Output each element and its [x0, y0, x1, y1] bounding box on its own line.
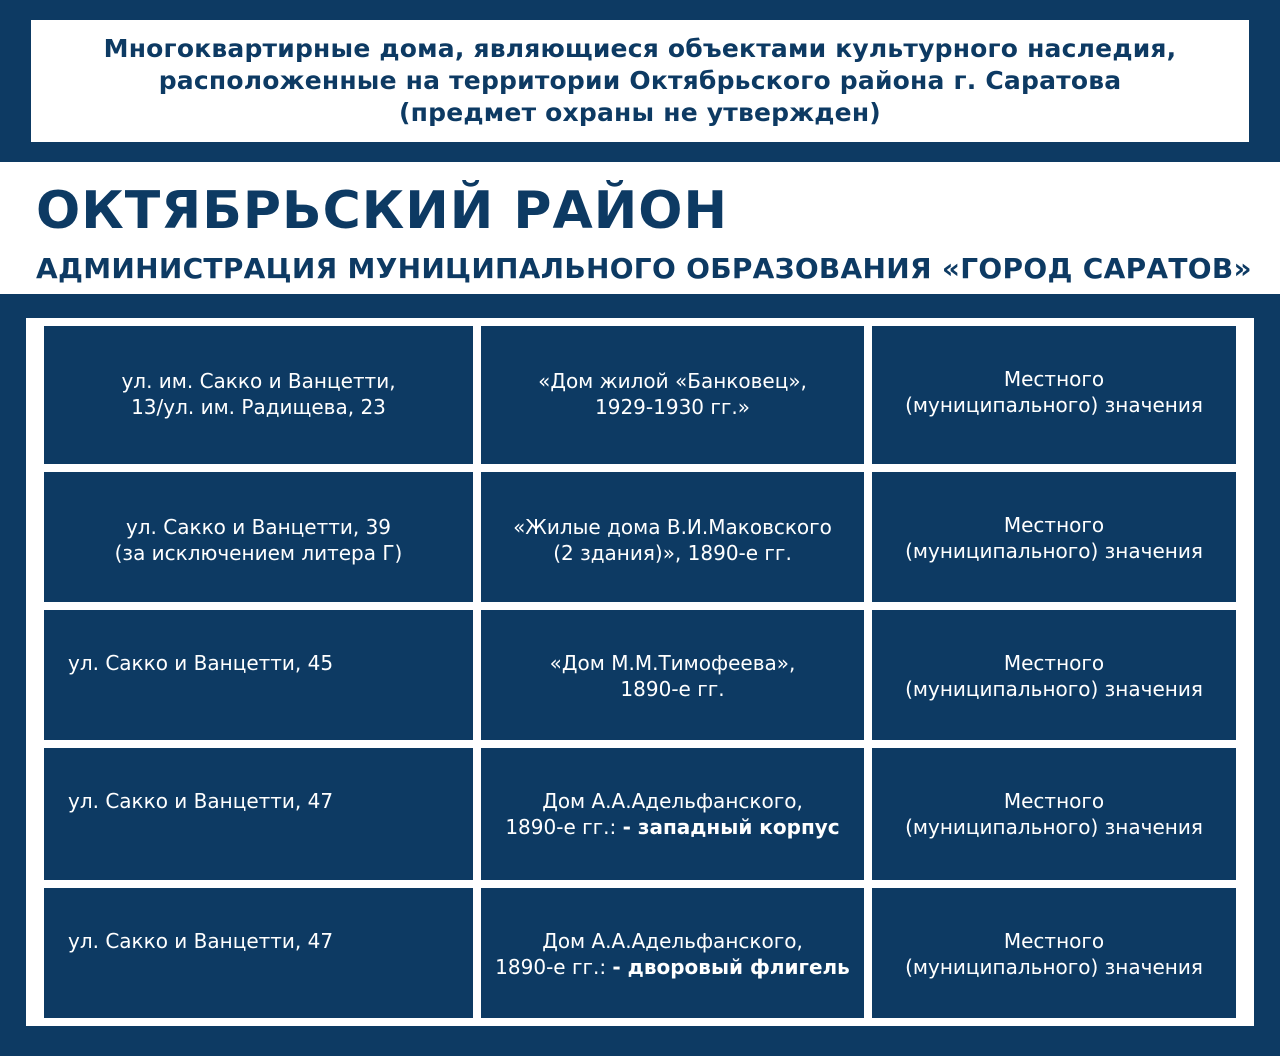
table-cell-object	[481, 610, 864, 740]
address-line: ул. Сакко и Ванцетти, 47	[68, 789, 334, 813]
object-line: «Дом жилой «Банковец»,	[538, 369, 807, 393]
significance-line: (муниципального) значения	[905, 677, 1203, 701]
header-line-3: (предмет охраны не утвержден)	[399, 98, 881, 127]
table-cell-object	[481, 888, 864, 1018]
address-line: ул. Сакко и Ванцетти, 47	[68, 929, 334, 953]
significance-line: Местного	[1003, 789, 1105, 813]
table-cell-address	[44, 610, 473, 740]
significance-line: Местного	[1003, 929, 1105, 953]
object-part-bold: - западный корпус	[622, 815, 840, 839]
significance-line: Местного	[1003, 367, 1105, 391]
table-cell-object	[481, 748, 864, 880]
table-cell-address	[44, 326, 473, 464]
table-cell-significance	[872, 748, 1236, 880]
object-text: 1890-е гг.:	[495, 955, 613, 979]
header-line-2: расположенные на территории Октябрьского района г. Саратова	[158, 66, 1122, 95]
object-line	[495, 954, 850, 980]
table-cell-object	[481, 472, 864, 602]
object-line: «Дом М.М.Тимофеева»,	[549, 651, 796, 675]
object-line: Дом А.А.Адельфанского,	[542, 929, 803, 953]
header-line-1: Многоквартирные дома, являющиеся объектами культурного наследия,	[103, 34, 1177, 63]
table-cell-significance	[872, 610, 1236, 740]
object-part-bold: - дворовый флигель	[612, 955, 850, 979]
object-text: 1890-е гг.:	[505, 815, 623, 839]
significance-line: (муниципального) значения	[905, 955, 1203, 979]
significance-line: (муниципального) значения	[905, 539, 1203, 563]
address-line: ул. Сакко и Ванцетти, 45	[68, 651, 334, 675]
significance-line: Местного	[1003, 513, 1105, 537]
table-cell-significance	[872, 888, 1236, 1018]
table-cell-address	[44, 472, 473, 602]
object-line	[505, 814, 839, 840]
table-cell-object	[481, 326, 864, 464]
significance-line: (муниципального) значения	[905, 815, 1203, 839]
address-line: ул. Сакко и Ванцетти, 39	[125, 515, 392, 539]
district-title: ОКТЯБРЬСКИЙ РАЙОН	[36, 181, 729, 241]
header-box	[31, 20, 1249, 142]
table-cell-significance	[872, 326, 1236, 464]
address-line: (за исключением литера Г)	[114, 541, 403, 565]
address-line: ул. им. Сакко и Ванцетти,	[121, 369, 396, 393]
object-line: Дом А.А.Адельфанского,	[542, 789, 803, 813]
object-line: «Жилые дома В.И.Маковского	[513, 515, 832, 539]
admin-title: АДМИНИСТРАЦИЯ МУНИЦИПАЛЬНОГО ОБРАЗОВАНИЯ «ГОРОД САРАТОВ»	[36, 252, 1252, 285]
object-line: 1890-е гг.	[620, 677, 725, 701]
significance-line: Местного	[1003, 651, 1105, 675]
significance-line: (муниципального) значения	[905, 393, 1203, 417]
address-line: 13/ул. им. Радищева, 23	[131, 395, 386, 419]
object-line: 1929-1930 гг.»	[595, 395, 750, 419]
table-cell-address	[44, 888, 473, 1018]
table-cell-address	[44, 748, 473, 880]
table-cell-significance	[872, 472, 1236, 602]
object-line: (2 здания)», 1890-е гг.	[553, 541, 792, 565]
